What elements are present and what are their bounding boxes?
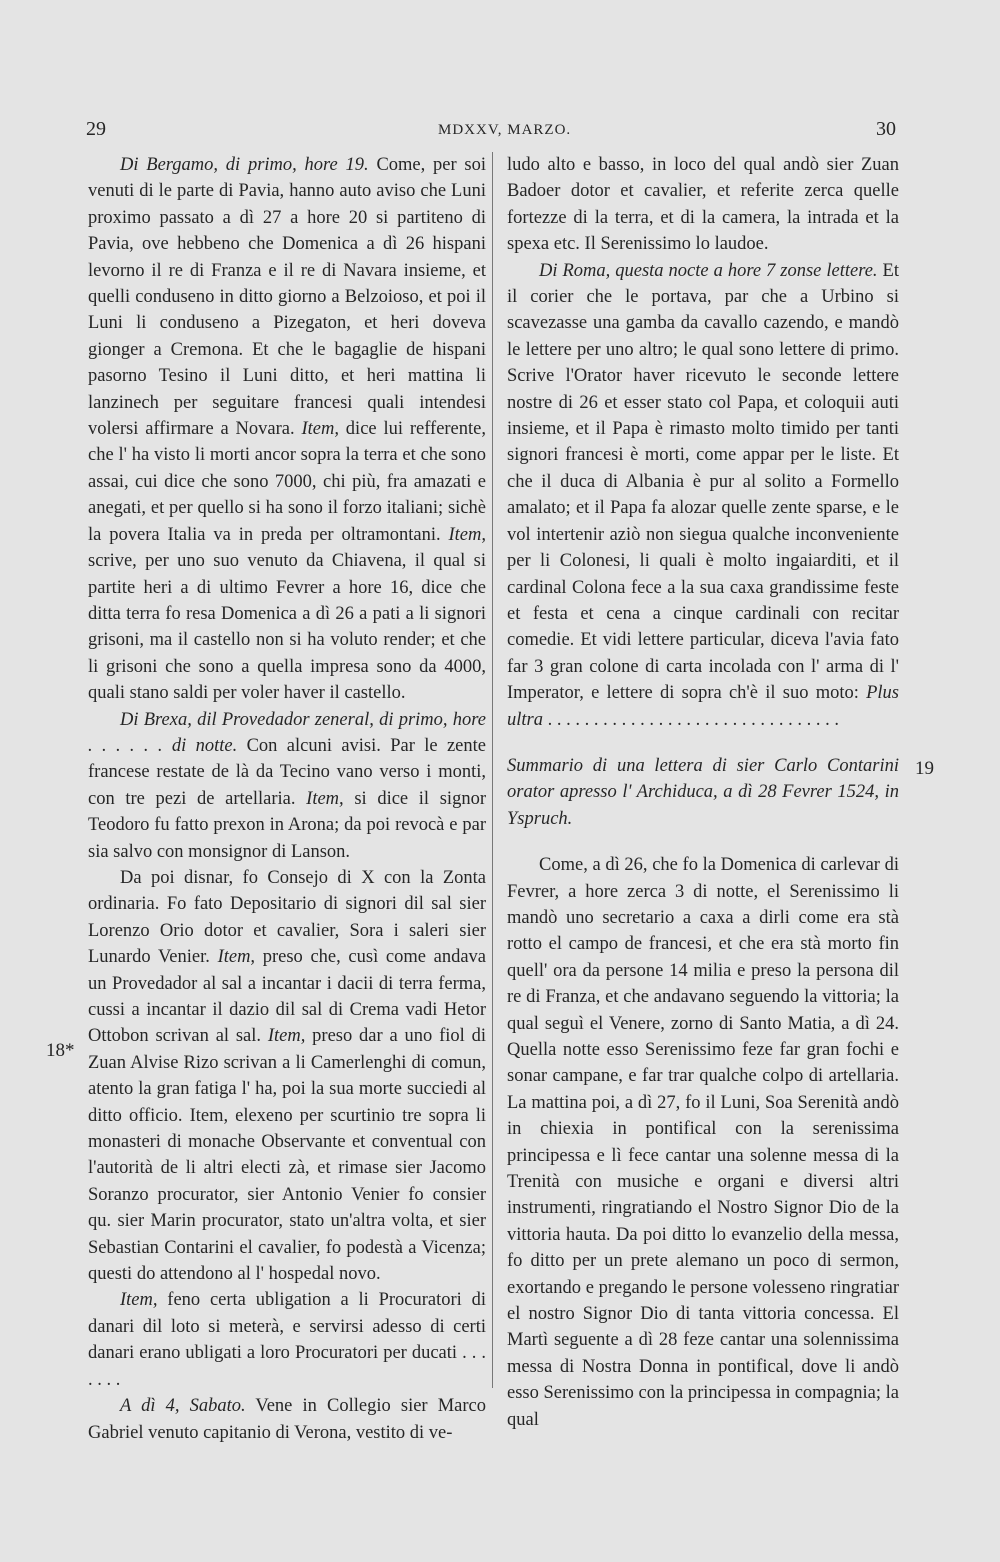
paragraph-item: Item, (448, 524, 486, 545)
column-divider (492, 152, 493, 1388)
paragraph-heading: Di Brexa, dil Provedador zeneral, di primo, hore . . . . . . di notte. (88, 709, 486, 756)
right-page-number: 30 (876, 118, 896, 140)
paragraph-text: ludo alto e basso, in loco del qual andò sier Zuan Badoer dotor et cavalier, et referite zerca quelle fortezze di la terra, et di la camera, la intrada et la spexa etc. Il Serenissimo lo laudoe. (507, 155, 899, 255)
paragraph-text: Come, per soi venuti di le parte di Pavia, hanno auto aviso che Luni proximo passato a dì 27 a hore 20 si partiteno di Pavia, ove hebbeno che Domenica a dì 26 hispani levorno il re di Franza e il re di Navara insieme, et quelli conduseno in ditto giorno a Belzoioso, et poi il Luni li conduseno a Pizegaton, et heri doveva gionger a Cremona. Et che le bagaglie de hispani pasorno Tesino il Luni ditto, et heri mattina li lanzinech per seguitare francesi quali intendesi volersi affirmare a Novara. (88, 155, 487, 440)
paragraph-heading: A dì 4, Sabato. (120, 1396, 246, 1417)
paragraph-item: Item, (301, 419, 339, 440)
paragraph-text: dice lui refferente, che l' ha visto li morti ancor sopra la terra et che sono assai, cui dice che sono 7000, chi più, fra amazati e anegati, et per quello si ha sono il forzo italiani; sichè la povera Italia va in preda per oltramontani. (88, 419, 486, 545)
left-margin-note: 18* (46, 1040, 75, 1061)
paragraph-text: Vene in Collegio sier Marco Gabriel venuto capitanio di Verona, vestito di ve- (88, 1396, 486, 1443)
section-heading (507, 753, 899, 832)
paragraph (88, 865, 486, 1288)
paragraph-text: preso che, cusì come andava un Provedador al sal a incantar i dacii di terra ferma, cussi a incantar il dazio dil sal di Crema vadi Hetor Ottobon scrivan al sal. (88, 947, 486, 1047)
paragraph (88, 707, 486, 865)
left-column (88, 152, 486, 1446)
paragraph-text: preso dar a uno fiol di Zuan Alvise Rizo scrivan a li Camerlenghi di comun, atento la gran fatiga l' ha, poi la sua morte succiedi al ditto officio. Item, elexeno per scurtinio tre sopra li monasteri di monache Observante et conventual con l'autorità de li altri electi zà, et rimase sier Jacomo Soranzo procurator, sier Antonio Venier fo consier qu. sier Marin procurator, stato un'altra volta, et sier Sebastian Contarini el cavalier, fo podestà a Vicenza; questi do attendono al l' hospedal novo. (88, 1026, 486, 1285)
paragraph (507, 152, 899, 258)
paragraph-text: scrive, per uno suo venuto da Chiavena, il qual si partite heri a di ultimo Fevrer a hore 16, dice che ditta terra fo resa Domenica a dì 26 a pati a li signori grisoni, ma il castello non si ha voluto render; et che li grisoni che sono a quella impresa sono da 4000, quali stano saldi per voler haver il castello. (88, 551, 486, 704)
right-column (507, 152, 899, 1433)
paragraph-heading: Item, (120, 1290, 158, 1311)
motto: Plus ultra (507, 683, 899, 730)
spacer (507, 733, 899, 753)
paragraph (88, 152, 486, 707)
left-page-number: 29 (86, 118, 106, 140)
paragraph-text: Da poi disnar, fo Consejo di X con la Zonta ordinaria. Fo fato Depositario di signori dil sal sier Lorenzo Orio dotor et cavalier, Sora i saleri sier Lunardo Venier. (88, 867, 486, 968)
paragraph-text: feno certa ubligation a li Procuratori di danari dil loto si meterà, e servirsi adesso di certi danari erano ubligati a loro Procuratori per ducati . . . . . . . (88, 1290, 486, 1390)
paragraph-text: Et il corier che le portava, par che a Urbino si scavezasse una gamba da cavallo cazendo, e mandò le lettere per uno altro; le qual sono lettere di primo. Scrive l'Orator haver ricevuto le seconde lettere nostre di 26 et esser stato col Papa, et coloquii auti insieme, et il Papa è rimasto molto timido per tanti signori francesi è morti, come appar per le liste. Et che il duca di Albania è pur al solito a Formello amalato; et il Papa fa alozar quelle zente sparse, e le vol intertenir aziò non siegua qualche inconveniente per li Colonesi, li quali è molto ingaiarditi, et il cardinal Colona fece a la sua caxa grandissime feste et festa et cena a cinque cardinali con recitar comedie. Et vidi lettere particular, diceva l'avia fato far 3 gran colone di carta incolada con l' arma di l' Imperator, e lettere di sopra ch'è il suo moto: (507, 260, 899, 704)
paragraph (88, 1393, 486, 1446)
spacer (507, 832, 899, 852)
paragraph-text: Come, a dì 26, che fo la Domenica di carlevar di Fevrer, a hore zerca 3 di notte, el Serenissimo li mandò uno secretario a caxa a dirli come era stà rotto el campo de francesi, et che era stà morto fin quell' ora da persone 14 milia e preso la persona dil re di Franza, et che andavano seguendo la vittoria; la qual seguì el Venere, zorno di Santo Matia, a dì 24. Quella notte esso Serenissimo feze far gran fochi e sonar campane, e far trar qualche colpo di artellaria. La mattina poi, a dì 27, fo il Luni, Soa Serenità andò in chiexia in pontifical con la serenissima principessa e lì fece cantar una solenne messa di la Trenità con musiche e organi e diversi altri instrumenti, ringratiando el Nostro Signor Dio de la vittoria hauta. Da poi ditto lo evanzelio della messa, fo ditto per un prete alemano un poco di sermon, exortando e pregando le persone volesseno ringratiar el nostro Signor Dio di tanta vittoria concessa. El Martì seguente a dì 28 feze cantar una solennissima messa di Nostra Donna in pontifical, dove li andò esso Serenissimo con la principessa in compagnia; la qual (507, 855, 900, 1430)
ellipsis-dots: . . . . . . . . . . . . . . . . . . . . . . . . . . . . . . . . (542, 709, 839, 730)
paragraph-item: Item, (306, 788, 344, 809)
paragraph-item: Item, (267, 1026, 306, 1047)
summary-title: Summario di una lettera di sier Carlo Contarini orator apresso l' Archiduca, a dì 28 Fevrer 1524, in Yspruch. (507, 755, 899, 829)
paragraph-heading: Di Roma, questa nocte a hore 7 zonse lettere. (539, 260, 878, 281)
paragraph-text: Con alcuni avisi. Par le zente francese restate de là da Tecino vano verso i monti, con tre pezi de artellaria. (88, 735, 486, 809)
paragraph-item: Item, (217, 947, 256, 968)
running-title: MDXXV, MARZO. (438, 122, 572, 138)
paragraph-heading: Di Bergamo, di primo, hore 19. (120, 155, 369, 175)
paragraph (507, 852, 899, 1433)
right-margin-note: 19 (915, 758, 934, 779)
paragraph-text: si dice il signor Teodoro fu fatto prexon in Arona; da poi revocà e par sia salvo con monsignor di Lanson. (88, 788, 486, 862)
paragraph (88, 1287, 486, 1393)
paragraph (507, 258, 899, 733)
